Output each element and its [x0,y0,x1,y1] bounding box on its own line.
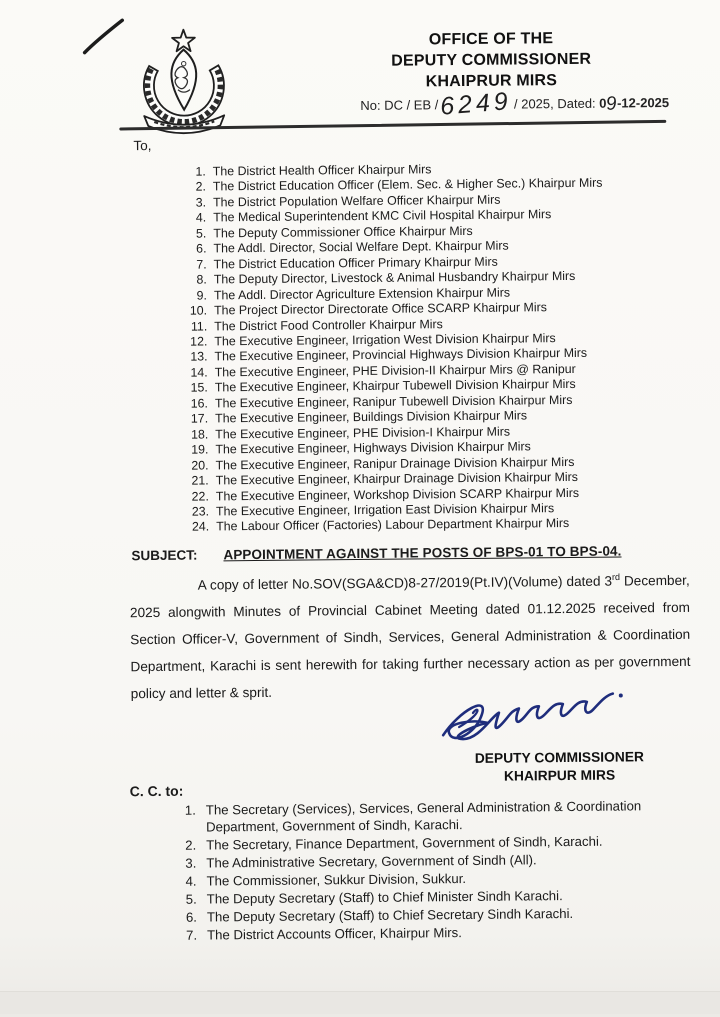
cc-label: C. C. to: [129,782,184,800]
cc-list [172,797,678,945]
recipient-text: The District Education Officer (Elem. Sec. & Higher Sec.) Khairpur Mirs [212,176,603,194]
recipient-text: The Addl. Director Agriculture Extension Khairpur Mirs [213,285,511,303]
cc-number: 6. [185,909,197,926]
recipient-text: The District Education Officer Primary Khairpur Mirs [213,254,498,272]
recipient-text: The Executive Engineer, PHE Division-I Khairpur Mirs [215,424,511,442]
cc-number: 4. [185,873,197,890]
recipient-number: 7. [196,257,207,272]
recipient-number: 24. [191,519,210,535]
recipient-number: 16. [190,396,209,411]
subject-label: SUBJECT: [131,547,198,564]
recipient-text: The Executive Engineer, Highways Division Khairpur Mirs [215,439,531,457]
recipient-number: 9. [196,288,207,303]
recipient-text: The Deputy Commissioner Office Khairpur Mirs [213,223,473,241]
body-text-after-superscript: December, 2025 alongwith Minutes of Provincial Cabinet Meeting dated 01.12.2025 received from Section Officer-V, Government of Sindh, Services, General Administration & Coordination Department, Karachi is sent herewith for taking further necessary action as per government policy and letter & sprit. [129,572,691,702]
date-handwritten-digit: 9 [605,93,619,116]
recipient-number: 13. [190,349,208,365]
to-label: To, [133,137,152,154]
recipient-number: 5. [195,226,207,241]
handwritten-slash-mark [78,16,130,58]
date-typed-zero: 0 [599,95,607,111]
recipient-number: 11. [190,318,208,334]
signatory-title-line1: DEPUTY COMMISSIONER [474,749,645,766]
office-header-line2: DEPUTY COMMISSIONER [391,50,592,70]
signature-scribble [429,681,642,757]
recipient-number: 4. [195,210,207,225]
cc-text: The Secretary (Services), Services, General Administration & Coordination Department, Government of Sindh, Karachi. [205,798,642,835]
office-header-line1: OFFICE OF THE [428,30,554,49]
recipient-text: The Executive Engineer, Provincial Highways Division Khairpur Mirs [214,346,588,364]
recipient-text: The Project Director Directorate Office SCARP Khairpur Mirs [214,300,547,318]
cc-row [172,797,677,837]
recipient-list [180,160,689,536]
recipient-number: 19. [191,442,209,457]
cc-text: The District Accounts Officer, Khairpur Mirs. [207,925,462,943]
office-header-line3: KHAIPRUR MIRS [425,72,558,91]
reference-line [297,85,670,121]
recipient-number: 12. [190,334,208,349]
ref-number-handwritten: 6249 [439,87,513,121]
recipient-number: 20. [191,458,209,473]
recipient-text: The District Health Officer Khairpur Mirs [212,162,432,179]
recipient-text: The Executive Engineer, Ranipur Tubewell Division Khairpur Mirs [214,392,573,411]
recipient-text: The Addl. Director, Social Welfare Dept. Khairpur Mirs [213,238,509,256]
ref-prefix: No: DC / EB / [360,97,439,113]
recipient-number: 22. [191,488,209,504]
cc-text: The Deputy Secretary (Staff) to Chief Secretary Sindh Karachi. [206,906,574,925]
recipient-text: The Executive Engineer, Irrigation East Division Khairpur Mirs [215,501,555,519]
office-header [318,27,664,93]
sindh-government-emblem-icon [124,19,243,136]
cc-row [173,922,678,944]
cc-number: 5. [185,891,197,908]
recipient-number: 21. [191,473,209,488]
ref-middle: / 2025, Dated: [513,95,596,112]
recipient-number: 23. [191,504,210,519]
recipient-text: The Labour Officer (Factories) Labour Department Khairpur Mirs [216,516,570,534]
recipient-text: The Deputy Director, Livestock & Animal Husbandry Khairpur Mirs [213,269,576,287]
recipient-text: The Executive Engineer, Workshop Division SCARP Khairpur Mirs [215,485,580,503]
recipient-number: 1. [195,164,206,179]
cc-text: The Commissioner, Sukkur Division, Sukkur. [206,871,467,889]
cc-number: 3. [185,855,197,872]
signatory-title-block [435,748,683,785]
cc-number: 2. [185,837,197,854]
recipient-text: The Executive Engineer, PHE Division-II Khairpur Mirs @ Ranipur [214,361,576,380]
recipient-number: 2. [195,179,206,195]
recipient-text: The Medical Superintendent KMC Civil Hospital Khairpur Mirs [213,207,552,225]
recipient-number: 15. [190,380,208,395]
date-rest: -12-2025 [616,95,670,111]
recipient-number: 14. [190,365,208,380]
cc-text: The Administrative Secretary, Government of Sindh (All). [206,852,537,871]
recipient-number: 8. [196,272,207,287]
recipient-number: 6. [196,241,207,256]
signatory-title-line2: KHAIRPUR MIRS [503,767,616,784]
recipient-number: 3. [195,195,207,210]
scan-edge-shadow [0,991,720,1014]
subject-text: APPOINTMENT AGAINST THE POSTS OF BPS-01 TO BPS-04. [223,543,622,563]
recipient-text: The Executive Engineer, Ranipur Drainage Division Khairpur Mirs [215,454,575,472]
subject-row [131,543,691,563]
recipient-number: 10. [189,303,208,318]
recipient-number: 17. [190,411,209,426]
cc-number: 7. [186,927,198,944]
cc-text: The Secretary, Finance Department, Government of Sindh, Karachi. [206,834,603,853]
cc-text: The Deputy Secretary (Staff) to Chief Minister Sindh Karachi. [206,888,563,907]
recipient-number: 18. [190,427,209,442]
recipient-text: The Executive Engineer, Irrigation West Division Khairpur Mirs [214,331,556,349]
recipient-text: The Executive Engineer, Khairpur Drainage Division Khairpur Mirs [215,469,579,488]
body-text-before-superscript: A copy of letter No.SOV(SGA&CD)8-27/2019(Pt.IV)(Volume) dated 3 [197,573,613,593]
recipient-text: The District Population Welfare Officer Khairpur Mirs [212,192,501,210]
recipient-text: The Executive Engineer, Buildings Division Khairpur Mirs [215,408,528,426]
cc-number: 1. [184,802,196,818]
recipient-text: The Executive Engineer, Khairpur Tubewell Division Khairpur Mirs [214,377,576,395]
body-ordinal-superscript: rd [611,571,621,583]
recipient-text: The District Food Controller Khairpur Mirs [214,316,443,333]
